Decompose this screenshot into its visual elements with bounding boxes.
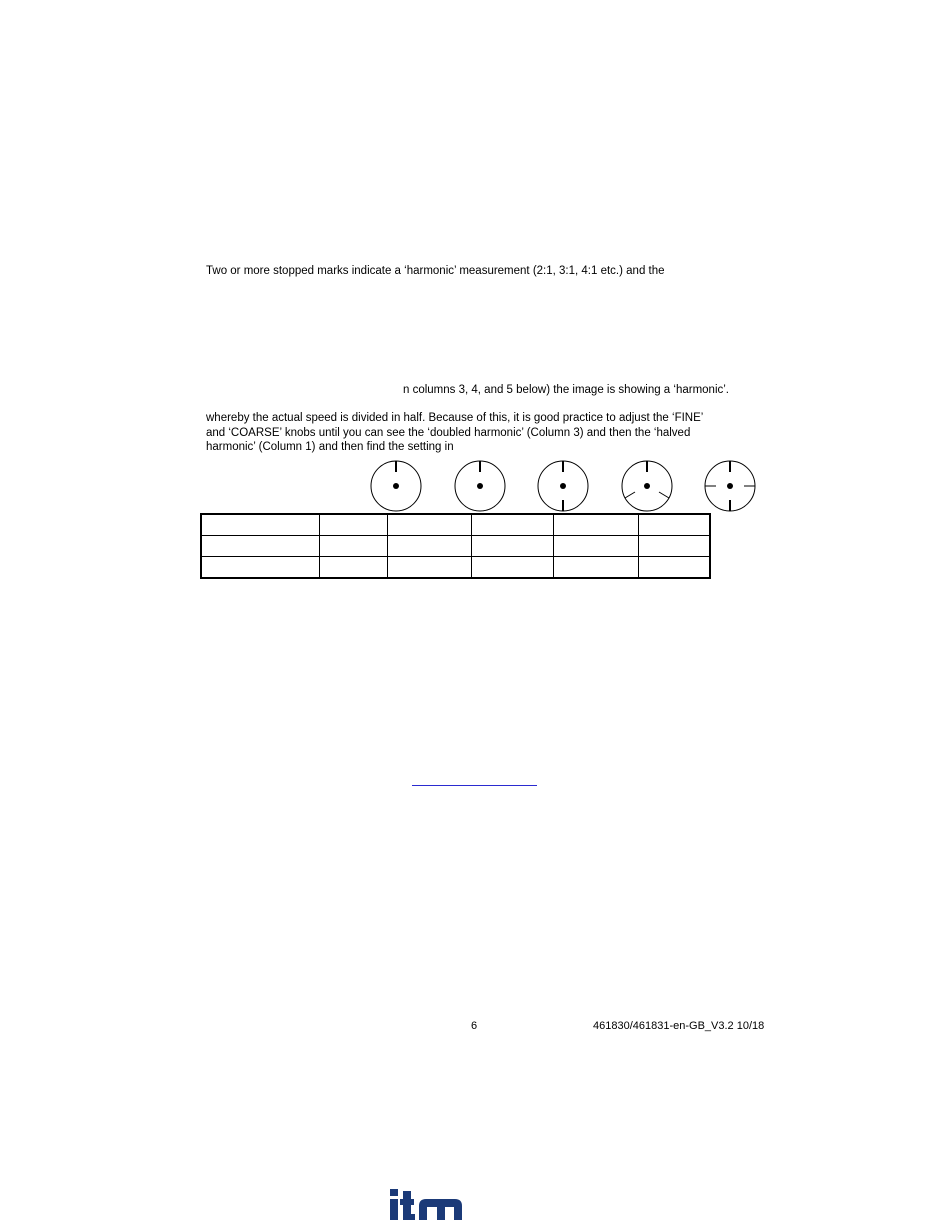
- harmonic-table: [200, 513, 711, 579]
- table-cell: [554, 557, 639, 579]
- table-cell: [388, 514, 472, 536]
- table-cell: [639, 536, 711, 557]
- paragraph-halved-line-3: harmonic’ (Column 1) and then find the setting in: [206, 441, 454, 453]
- table-cell: [472, 514, 554, 536]
- paragraph-halved-line-2: and ‘COARSE’ knobs until you can see the ‘doubled harmonic’ (Column 3) and then the ‘halved: [206, 427, 691, 439]
- dial-one-mark-1: [369, 459, 423, 513]
- paragraph-halved-line-1: whereby the actual speed is divided in half. Because of this, it is good practice to adjust the ‘FINE’: [206, 412, 704, 424]
- table-row: [201, 536, 710, 557]
- table-cell: [554, 514, 639, 536]
- table-cell: [388, 557, 472, 579]
- table-cell: [320, 536, 388, 557]
- document-code: 461830/461831-en-GB_V3.2 10/18: [593, 1020, 765, 1032]
- dial-two-marks: [536, 459, 590, 513]
- table-cell: [201, 536, 320, 557]
- table-cell: [639, 514, 711, 536]
- table-cell: [201, 557, 320, 579]
- table-cell: [320, 557, 388, 579]
- table-cell: [554, 536, 639, 557]
- table-cell: [201, 514, 320, 536]
- table-cell: [639, 557, 711, 579]
- table-row: [201, 557, 710, 579]
- table-cell: [388, 536, 472, 557]
- dial-one-mark-2: [453, 459, 507, 513]
- table-row: [201, 514, 710, 536]
- dial-four-marks: [703, 459, 757, 513]
- page-number: 6: [471, 1020, 478, 1032]
- dial-three-marks: [620, 459, 674, 513]
- table-cell: [320, 514, 388, 536]
- table-cell: [472, 536, 554, 557]
- itm-logo: [390, 1188, 464, 1227]
- hyperlink-underline[interactable]: [412, 785, 537, 786]
- table-cell: [472, 557, 554, 579]
- paragraph-harmonic-columns: n columns 3, 4, and 5 below) the image is showing a ‘harmonic’.: [403, 384, 730, 396]
- paragraph-harmonic-intro: Two or more stopped marks indicate a ‘harmonic’ measurement (2:1, 3:1, 4:1 etc.) and the: [206, 265, 665, 277]
